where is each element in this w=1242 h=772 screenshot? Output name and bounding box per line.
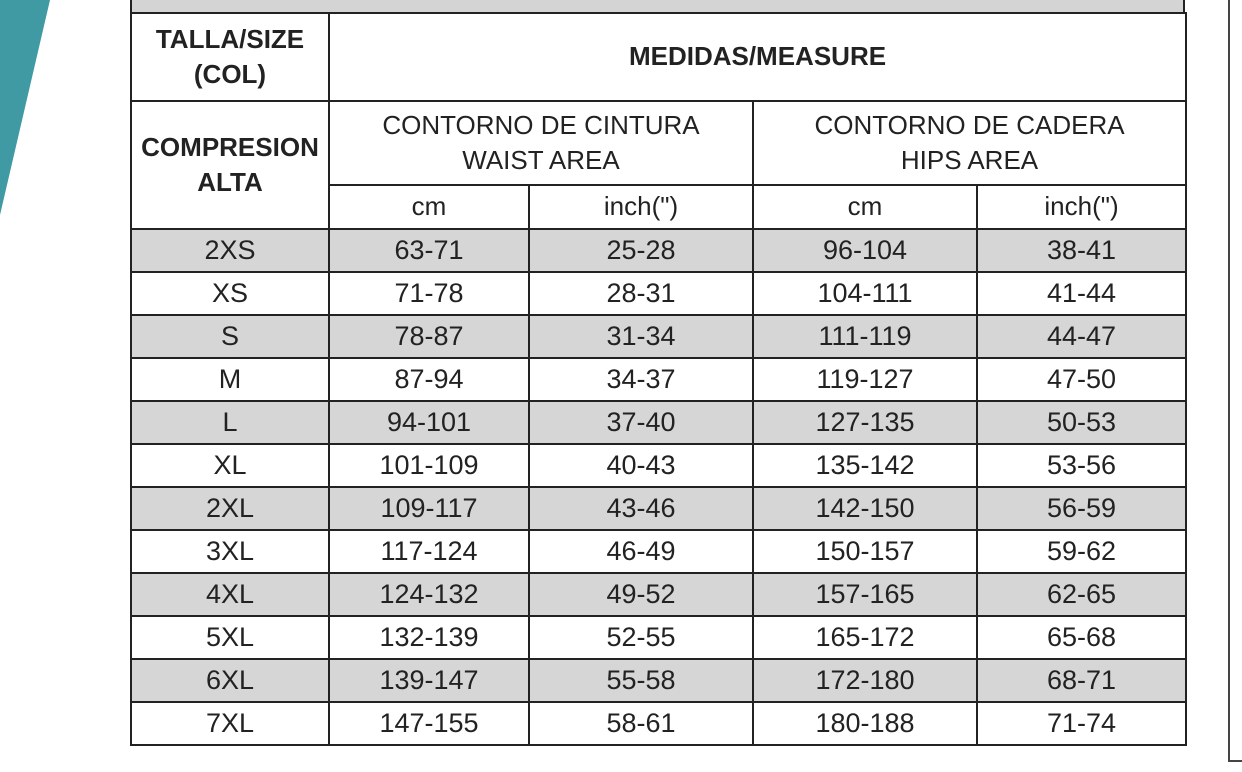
size-cell: M	[131, 358, 329, 401]
table-row	[131, 573, 1186, 616]
waist-cm-cell: 78-87	[329, 315, 529, 358]
waist-inch-cell: 31-34	[529, 315, 753, 358]
waist-cm-cell: 101-109	[329, 444, 529, 487]
waist-inch-cell: 34-37	[529, 358, 753, 401]
waist-inch-cell: 25-28	[529, 229, 753, 272]
hips-cm-cell: 150-157	[753, 530, 977, 573]
waist-cm-cell: 139-147	[329, 659, 529, 702]
waist-inch-cell: 58-61	[529, 702, 753, 745]
table-row	[131, 401, 1186, 444]
waist-inch-cell: 55-58	[529, 659, 753, 702]
hips-cm-cell: 135-142	[753, 444, 977, 487]
table-row	[131, 616, 1186, 659]
hips-cm-cell: 127-135	[753, 401, 977, 444]
table-row	[131, 444, 1186, 487]
waist-cm-cell: 63-71	[329, 229, 529, 272]
waist-inch-cell: 37-40	[529, 401, 753, 444]
waist-unit-inch: inch(")	[529, 185, 753, 229]
size-cell: XL	[131, 444, 329, 487]
hips-cm-cell: 119-127	[753, 358, 977, 401]
size-chart-table	[130, 12, 1187, 746]
waist-cm-cell: 147-155	[329, 702, 529, 745]
hips-cm-cell: 111-119	[753, 315, 977, 358]
hips-unit-inch: inch(")	[977, 185, 1186, 229]
size-cell: 5XL	[131, 616, 329, 659]
table-row	[131, 358, 1186, 401]
hips-inch-cell: 44-47	[977, 315, 1186, 358]
hips-cm-cell: 157-165	[753, 573, 977, 616]
hips-unit-cm: cm	[753, 185, 977, 229]
hips-inch-cell: 53-56	[977, 444, 1186, 487]
hips-inch-cell: 59-62	[977, 530, 1186, 573]
hips-inch-cell: 68-71	[977, 659, 1186, 702]
waist-inch-cell: 46-49	[529, 530, 753, 573]
waist-inch-cell: 43-46	[529, 487, 753, 530]
size-cell: 7XL	[131, 702, 329, 745]
size-header: TALLA/SIZE (COL)	[131, 13, 329, 101]
waist-inch-cell: 52-55	[529, 616, 753, 659]
size-cell: 3XL	[131, 530, 329, 573]
waist-cm-cell: 109-117	[329, 487, 529, 530]
hips-cm-cell: 142-150	[753, 487, 977, 530]
waist-cm-cell: 124-132	[329, 573, 529, 616]
compression-header: COMPRESION ALTA	[131, 101, 329, 229]
table-row	[131, 315, 1186, 358]
hips-header	[753, 101, 1186, 185]
hips-inch-cell: 50-53	[977, 401, 1186, 444]
waist-cm-cell: 87-94	[329, 358, 529, 401]
hips-inch-cell: 71-74	[977, 702, 1186, 745]
size-cell: L	[131, 401, 329, 444]
hips-inch-cell: 41-44	[977, 272, 1186, 315]
size-cell: 2XL	[131, 487, 329, 530]
waist-cm-cell: 117-124	[329, 530, 529, 573]
waist-cm-cell: 132-139	[329, 616, 529, 659]
hips-cm-cell: 96-104	[753, 229, 977, 272]
hips-cm-cell: 180-188	[753, 702, 977, 745]
table-row	[131, 659, 1186, 702]
waist-inch-cell: 49-52	[529, 573, 753, 616]
header-row-areas	[131, 101, 1186, 185]
size-rows	[131, 229, 1186, 745]
hips-inch-cell: 56-59	[977, 487, 1186, 530]
waist-cm-cell: 71-78	[329, 272, 529, 315]
table-row	[131, 702, 1186, 745]
waist-header-es: CONTORNO DE CINTURA	[382, 109, 700, 140]
size-cell: 6XL	[131, 659, 329, 702]
waist-header	[329, 101, 753, 185]
size-cell: 4XL	[131, 573, 329, 616]
hips-inch-cell: 62-65	[977, 573, 1186, 616]
header-row-size	[131, 13, 1186, 101]
hips-cm-cell: 172-180	[753, 659, 977, 702]
hips-inch-cell: 65-68	[977, 616, 1186, 659]
waist-inch-cell: 40-43	[529, 444, 753, 487]
waist-cm-cell: 94-101	[329, 401, 529, 444]
hips-header-en: HIPS AREA	[900, 145, 1039, 175]
hips-cm-cell: 165-172	[753, 616, 977, 659]
table-row	[131, 229, 1186, 272]
waist-header-en: WAIST AREA	[462, 145, 620, 175]
decorative-teal-stripe	[0, 0, 60, 772]
measure-header: MEDIDAS/MEASURE	[329, 13, 1186, 101]
table-row	[131, 272, 1186, 315]
hips-inch-cell: 47-50	[977, 358, 1186, 401]
hips-header-es: CONTORNO DE CADERA	[814, 109, 1125, 140]
size-cell: XS	[131, 272, 329, 315]
hips-cm-cell: 104-111	[753, 272, 977, 315]
table-row	[131, 530, 1186, 573]
waist-unit-cm: cm	[329, 185, 529, 229]
size-cell: 2XS	[131, 229, 329, 272]
size-cell: S	[131, 315, 329, 358]
waist-inch-cell: 28-31	[529, 272, 753, 315]
table-row	[131, 487, 1186, 530]
hips-inch-cell: 38-41	[977, 229, 1186, 272]
adjacent-panel-edge	[1228, 0, 1242, 762]
